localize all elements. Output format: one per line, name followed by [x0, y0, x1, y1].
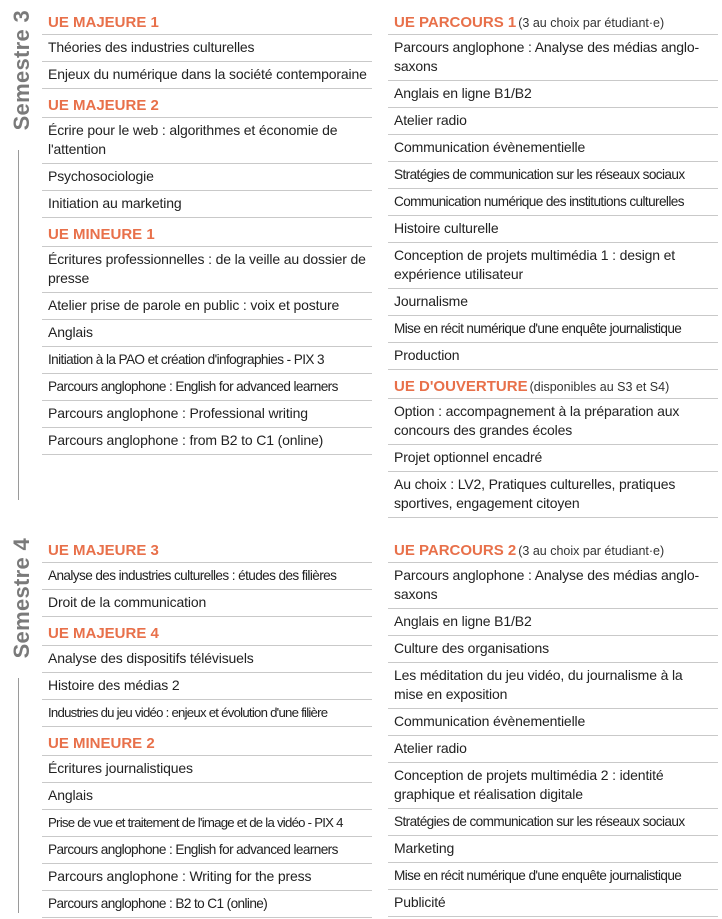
- course-item: Anglais: [42, 783, 372, 810]
- course-item: Parcours anglophone : Analyse des médias anglo-saxons: [388, 34, 718, 81]
- course-item: Parcours anglophone : English for advanced learners: [42, 374, 372, 401]
- ue-majeure-1: [42, 10, 372, 89]
- ue-title: UE MINEURE 2: [48, 735, 155, 752]
- semester-4-left-column: [42, 538, 372, 918]
- course-item: Au choix : LV2, Pratiques culturelles, pratiques sportives, engagement citoyen: [388, 472, 718, 518]
- course-item: Parcours anglophone : Analyse des médias anglo-saxons: [388, 562, 718, 609]
- ue-note: (3 au choix par étudiant·e): [518, 16, 665, 30]
- semester-3: [0, 10, 722, 511]
- course-item: Histoire des médias 2: [42, 673, 372, 700]
- course-item: Analyse des industries culturelles : études des filières: [42, 562, 372, 590]
- course-item: Conception de projets multimédia 1 : design et expérience utilisateur: [388, 243, 718, 289]
- course-item: Anglais: [42, 320, 372, 347]
- course-item: Théories des industries culturelles: [42, 34, 372, 62]
- course-item: Parcours anglophone : Writing for the press: [42, 864, 372, 891]
- course-item: Publicité: [388, 890, 718, 917]
- course-item: Stratégies de communication sur les réseaux sociaux: [388, 809, 718, 836]
- course-item: Journalisme: [388, 289, 718, 316]
- ue-parcours-2: [388, 538, 718, 917]
- ue-majeure-4: [42, 621, 372, 727]
- ue-title: UE MINEURE 1: [48, 226, 155, 243]
- course-item: Anglais en ligne B1/B2: [388, 81, 718, 108]
- course-item: Initiation au marketing: [42, 191, 372, 218]
- ue-title: UE PARCOURS 1 (3 au choix par étudiant·e): [394, 14, 665, 31]
- ue-title: UE MAJEURE 3: [48, 542, 159, 559]
- ue-parcours-1: [388, 10, 718, 370]
- semester-4-divider: [18, 678, 19, 913]
- course-item: Écrire pour le web : algorithmes et économie de l'attention: [42, 117, 372, 164]
- semester-3-label: Semestre 3: [9, 10, 34, 131]
- course-item: Enjeux du numérique dans la société contemporaine: [42, 62, 372, 89]
- course-item: Histoire culturelle: [388, 216, 718, 243]
- course-item: Mise en récit numérique d'une enquête journalistique: [388, 863, 718, 890]
- course-item: Communication numérique des institutions culturelles: [388, 189, 718, 216]
- semester-4: [0, 538, 722, 913]
- course-item: Parcours anglophone : Professional writing: [42, 401, 372, 428]
- ue-mineure-2: [42, 731, 372, 918]
- course-item: Écritures professionnelles : de la veille au dossier de presse: [42, 246, 372, 293]
- ue-majeure-2: [42, 93, 372, 218]
- semester-3-left-column: [42, 10, 372, 455]
- course-item: Prise de vue et traitement de l'image et de la vidéo - PIX 4: [42, 810, 372, 837]
- ue-title: UE PARCOURS 2 (3 au choix par étudiant·e): [394, 542, 665, 559]
- course-item: Parcours anglophone : from B2 to C1 (online): [42, 428, 372, 455]
- ue-title: UE D'OUVERTURE (disponibles au S3 et S4): [394, 378, 670, 395]
- course-item: Conception de projets multimédia 2 : identité graphique et réalisation digitale: [388, 763, 718, 809]
- semester-4-right-column: [388, 538, 718, 917]
- ue-title: UE MAJEURE 2: [48, 97, 159, 114]
- course-item: Stratégies de communication sur les réseaux sociaux: [388, 162, 718, 189]
- course-item: Projet optionnel encadré: [388, 445, 718, 472]
- ue-majeure-3: [42, 538, 372, 617]
- course-item: Communication évènementielle: [388, 135, 718, 162]
- course-item: Atelier prise de parole en public : voix et posture: [42, 293, 372, 320]
- course-item: Production: [388, 343, 718, 370]
- ue-ouverture: [388, 374, 718, 518]
- ue-title: UE MAJEURE 4: [48, 625, 159, 642]
- semester-3-right-column: [388, 10, 718, 518]
- course-item: Parcours anglophone : English for advanced learners: [42, 837, 372, 864]
- course-item: Mise en récit numérique d'une enquête journalistique: [388, 316, 718, 343]
- semester-4-label: Semestre 4: [9, 538, 34, 659]
- course-item: Analyse des dispositifs télévisuels: [42, 645, 372, 673]
- semester-3-divider: [18, 150, 19, 500]
- ue-note: (disponibles au S3 et S4): [529, 380, 670, 394]
- course-item: Psychosociologie: [42, 164, 372, 191]
- course-item: Atelier radio: [388, 108, 718, 135]
- course-item: Les méditation du jeu vidéo, du journalisme à la mise en exposition: [388, 663, 718, 709]
- ue-title: UE MAJEURE 1: [48, 14, 159, 31]
- course-item: Option : accompagnement à la préparation aux concours des grandes écoles: [388, 398, 718, 445]
- course-item: Initiation à la PAO et création d'infographies - PIX 3: [42, 347, 372, 374]
- ue-mineure-1: [42, 222, 372, 455]
- course-item: Parcours anglophone : B2 to C1 (online): [42, 891, 372, 918]
- course-item: Atelier radio: [388, 736, 718, 763]
- course-item: Culture des organisations: [388, 636, 718, 663]
- course-item: Anglais en ligne B1/B2: [388, 609, 718, 636]
- course-item: Marketing: [388, 836, 718, 863]
- course-item: Droit de la communication: [42, 590, 372, 617]
- course-item: Communication évènementielle: [388, 709, 718, 736]
- ue-note: (3 au choix par étudiant·e): [518, 544, 665, 558]
- course-item: Industries du jeu vidéo : enjeux et évolution d'une filière: [42, 700, 372, 727]
- course-item: Écritures journalistiques: [42, 755, 372, 783]
